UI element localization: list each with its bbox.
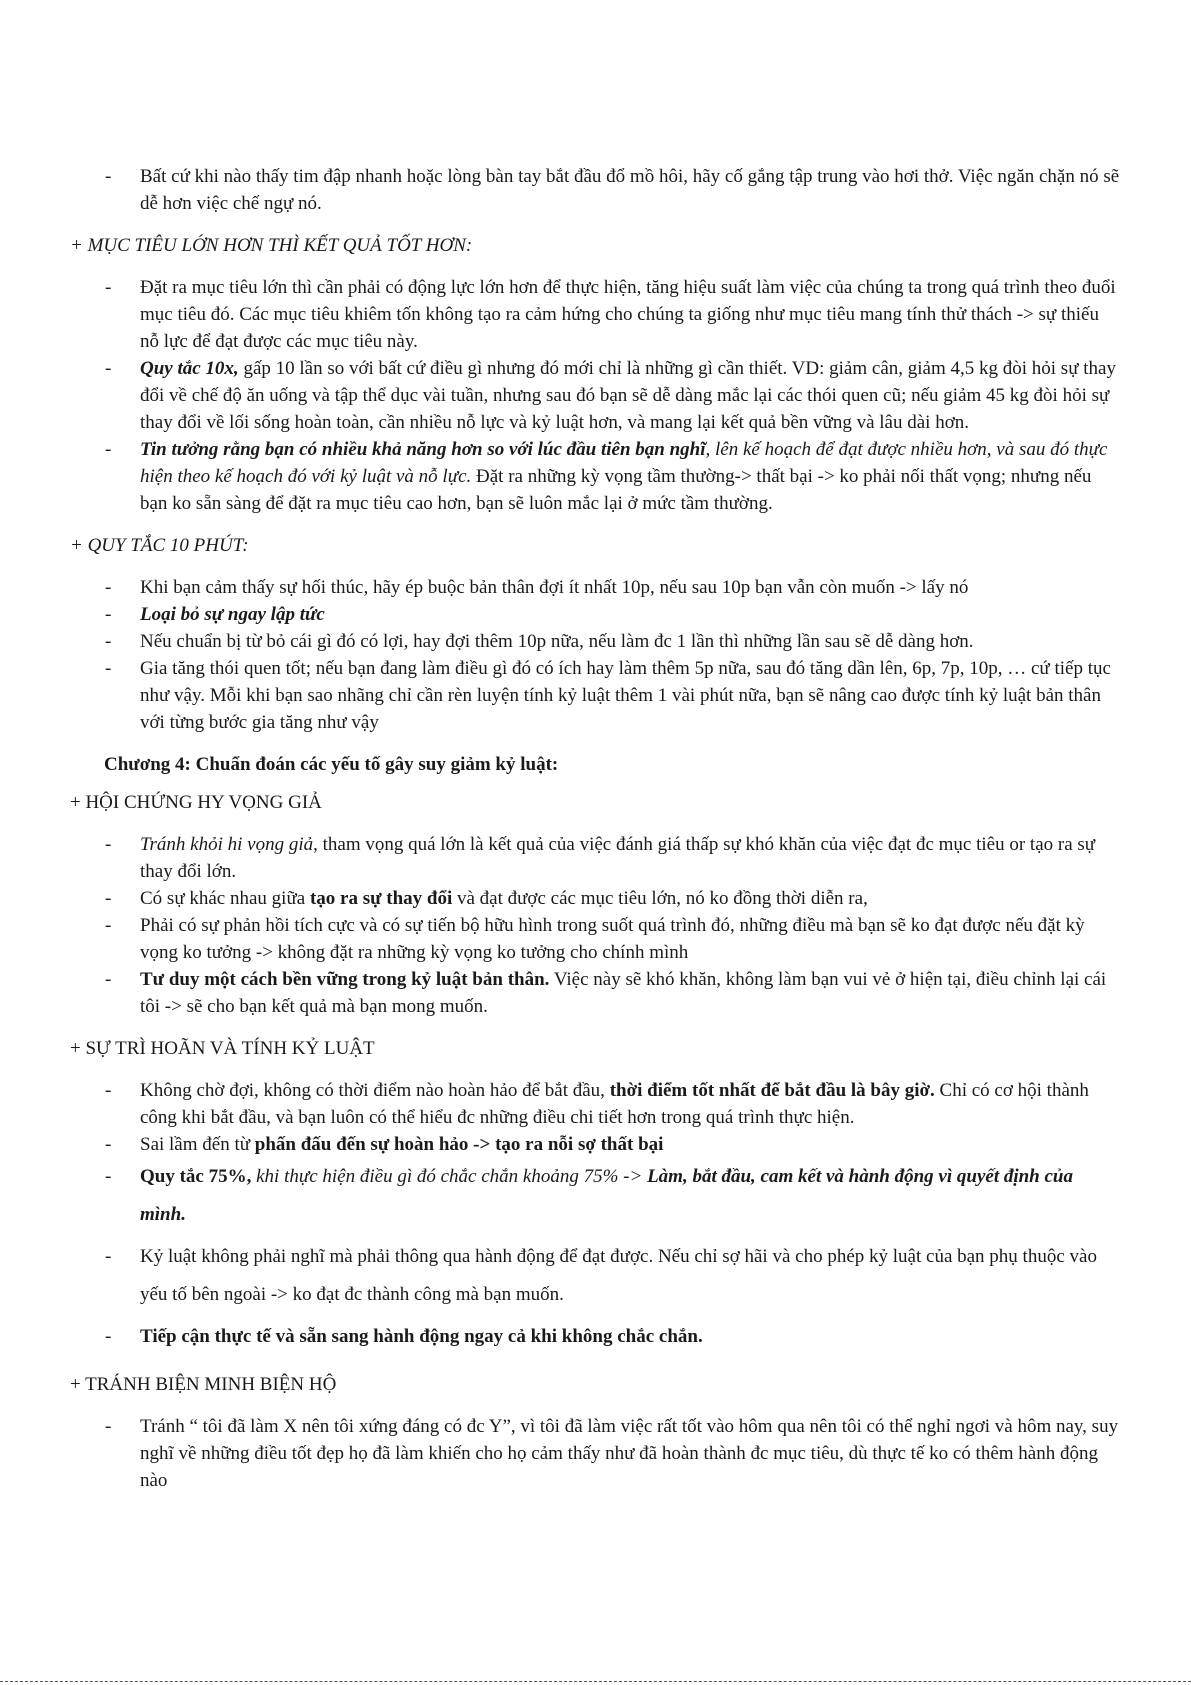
section-heading-avoid-excuses: + TRÁNH BIỆN MINH BIỆN HỘ [70, 1374, 337, 1395]
section-heading-procrastination: + SỰ TRÌ HOÃN VÀ TÍNH KỶ LUẬT [70, 1038, 375, 1059]
list-item: - Tránh khỏi hi vọng giả, tham vọng quá lớn là kết quả của việc đánh giá thấp sự khó khăn của việc đạt đc mục tiêu or tạo ra sự thay đổi lớn. [70, 831, 1120, 885]
section-heading-big-goals: + MỤC TIÊU LỚN HƠN THÌ KẾT QUẢ TỐT HƠN: [70, 235, 473, 256]
list-item: - Khi bạn cảm thấy sự hối thúc, hãy ép buộc bản thân đợi ít nhất 10p, nếu sau 10p bạn vẫn còn muốn -> lấy nó [70, 574, 1120, 601]
section-heading-false-hope: + HỘI CHỨNG HY VỌNG GIẢ [70, 792, 322, 813]
list-item: - Sai lầm đến từ phấn đấu đến sự hoàn hảo -> tạo ra nỗi sợ thất bại [70, 1131, 1120, 1158]
page-bottom-rule [0, 1681, 1191, 1682]
list-item: - Quy tắc 75%, khi thực hiện điều gì đó chắc chắn khoảng 75% -> Làm, bắt đầu, cam kết và hành động vì quyết định của mình. [70, 1158, 1120, 1234]
document-body [70, 163, 1120, 1509]
list-item: - Đặt ra mục tiêu lớn thì cần phải có động lực lớn hơn để thực hiện, tăng hiệu suất làm việc của chúng ta trong quá trình theo đuổi mục tiêu đó. Các mục tiêu khiêm tốn không tạo ra cảm hứng cho chúng ta giống như mục tiêu mang tính thử thách -> sự thiếu nỗ lực để đạt được các mục tiêu này. [70, 274, 1120, 355]
ten-minute-list [70, 574, 1120, 736]
chapter-title: Chương 4: Chuẩn đoán các yếu tố gây suy giảm kỷ luật: [104, 754, 559, 775]
list-item: - Tiếp cận thực tế và sẵn sang hành động ngay cả khi không chắc chắn. [70, 1318, 1120, 1356]
list-item: - Có sự khác nhau giữa tạo ra sự thay đổi và đạt được các mục tiêu lớn, nó ko đồng thời diễn ra, [70, 885, 1120, 912]
list-item: - Nếu chuẩn bị từ bỏ cái gì đó có lợi, hay đợi thêm 10p nữa, nếu làm đc 1 lần thì những lần sau sẽ dễ dàng hơn. [70, 628, 1120, 655]
big-goals-list [70, 274, 1120, 517]
section-heading-10-minute-rule: + QUY TẮC 10 PHÚT: [70, 535, 249, 556]
list-item: - Gia tăng thói quen tốt; nếu bạn đang làm điều gì đó có ích hay làm thêm 5p nữa, sau đó tăng dần lên, 6p, 7p, 10p, … cứ tiếp tục như vậy. Mỗi khi bạn sao nhãng chỉ cần rèn luyện tính kỷ luật thêm 1 vài phút nữa, bạn sẽ nâng cao được tính kỷ luật bản thân với từng bước gia tăng như vậy [70, 655, 1120, 736]
list-item: - Tránh “ tôi đã làm X nên tôi xứng đáng có đc Y”, vì tôi đã làm việc rất tốt vào hôm qua nên tôi có thể nghỉ ngơi và hôm nay, suy nghĩ về những điều tốt đẹp họ đã làm khiến cho họ cảm thấy như đã hoàn thành đc mục tiêu, dù thực tế ko có thêm hành động nào [70, 1413, 1120, 1494]
list-item: - Phải có sự phản hồi tích cực và có sự tiến bộ hữu hình trong suốt quá trình đó, những điều mà bạn sẽ ko đạt được nếu đặt kỳ vọng ko tưởng -> không đặt ra những kỳ vọng ko tưởng cho chính mình [70, 912, 1120, 966]
list-item: - Tin tưởng rằng bạn có nhiều khả năng hơn so với lúc đầu tiên bạn nghĩ, lên kế hoạch để đạt được nhiều hơn, và sau đó thực hiện theo kế hoạch đó với kỷ luật và nỗ lực. Đặt ra những kỳ vọng tầm thường-> thất bại -> ko phải nối thất vọng; nhưng nếu bạn ko sẵn sàng để đặt ra mục tiêu cao hơn, bạn sẽ luôn mắc lại ở mức tầm thường. [70, 436, 1120, 517]
intro-list [70, 163, 1120, 217]
list-item: - Bất cứ khi nào thấy tim đập nhanh hoặc lòng bàn tay bắt đầu đổ mồ hôi, hãy cố gắng tập trung vào hơi thở. Việc ngăn chặn nó sẽ dễ hơn việc chế ngự nó. [70, 163, 1120, 217]
list-item: - Loại bỏ sự ngay lập tức [70, 601, 1120, 628]
avoid-excuses-list [70, 1413, 1120, 1494]
list-item: - Quy tắc 10x, gấp 10 lần so với bất cứ điều gì nhưng đó mới chỉ là những gì cần thiết. VD: giảm cân, giảm 4,5 kg đòi hỏi sự thay đổi về chế độ ăn uống và tập thể dục vài tuần, nhưng sau đó bạn sẽ dễ dàng mắc lại các thói quen cũ; nếu giảm 45 kg đòi hỏi sự thay đổi về lối sống hoàn toàn, cần nhiều nỗ lực và kỷ luật hơn, và mang lại kết quả bền vững và lâu dài hơn. [70, 355, 1120, 436]
false-hope-list [70, 831, 1120, 1020]
list-item: - Không chờ đợi, không có thời điểm nào hoàn hảo để bắt đầu, thời điểm tốt nhất để bắt đầu là bây giờ. Chỉ có cơ hội thành công khi bắt đầu, và bạn luôn có thể hiểu đc những điều chi tiết hơn trong quá trình thực hiện. [70, 1077, 1120, 1131]
list-item: - Tư duy một cách bền vững trong kỷ luật bản thân. Việc này sẽ khó khăn, không làm bạn vui vẻ ở hiện tại, điều chỉnh lại cái tôi -> sẽ cho bạn kết quả mà bạn mong muốn. [70, 966, 1120, 1020]
procrastination-list [70, 1077, 1120, 1356]
list-item: - Kỷ luật không phải nghĩ mà phải thông qua hành động để đạt được. Nếu chỉ sợ hãi và cho phép kỷ luật của bạn phụ thuộc vào yếu tố bên ngoài -> ko đạt đc thành công mà bạn muốn. [70, 1238, 1120, 1314]
